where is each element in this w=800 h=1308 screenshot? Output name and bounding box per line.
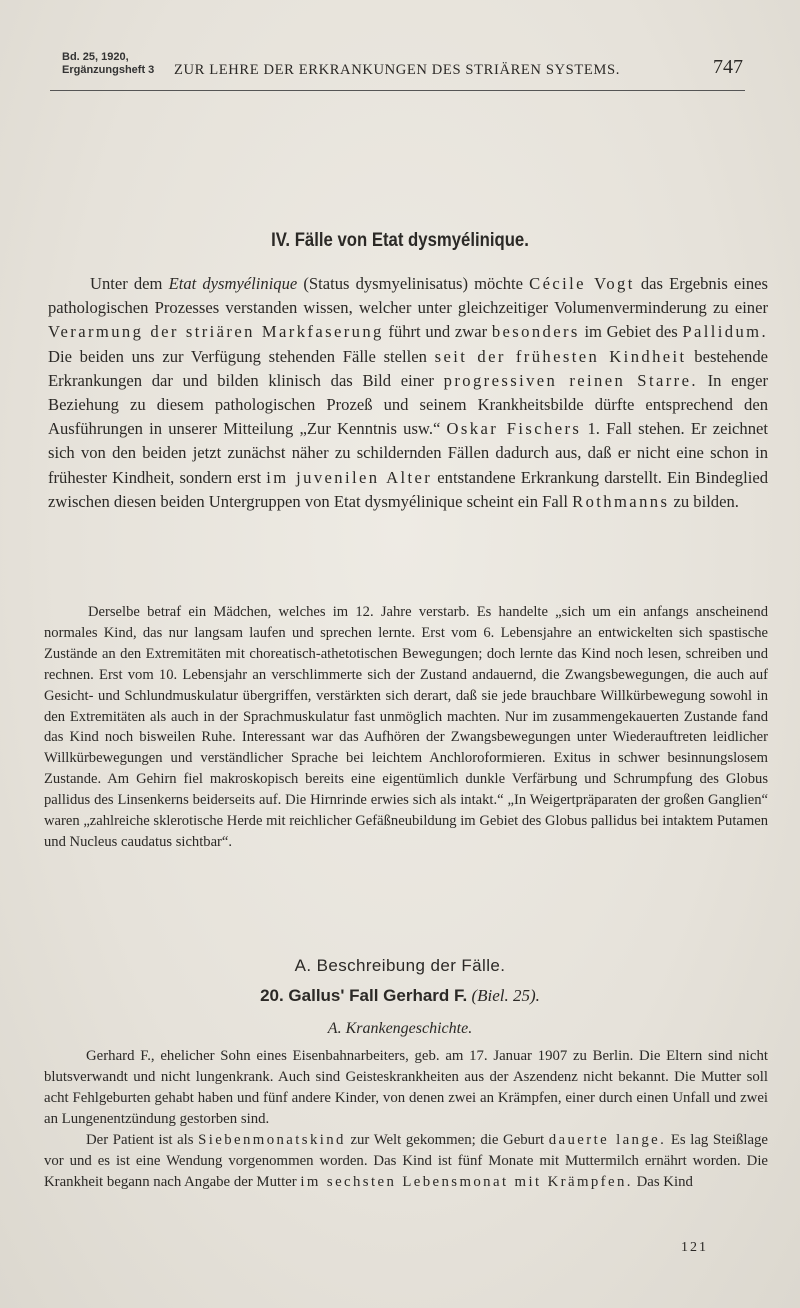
text-run: Unter dem — [90, 274, 169, 293]
text-run: Das Kind — [632, 1174, 693, 1190]
text-run: bestehende Erkrankungen dar und bilden klinisch das Bild einer — [48, 346, 768, 390]
emphasis: dauerte lange. — [548, 1132, 667, 1148]
emphasis: Verarmung der striären Markfaserung — [48, 322, 384, 342]
case-heading — [0, 986, 800, 1006]
text-run: 1. Fall stehen. Er zeichnet sich von den beiden jetzt zunächst näher zu schildernden Fällen dadurch aus, daß er nicht eine schon in frühester Kindheit, sondern erst — [48, 419, 768, 487]
text-run: (Status dysmyelinisatus) möchte — [297, 274, 530, 293]
case-title: 20. Gallus' Fall Gerhard F. — [260, 986, 468, 1005]
supplement-line: Ergänzungsheft 3 — [62, 64, 155, 76]
subheading-description: A. Beschreibung der Fälle. — [294, 956, 506, 975]
case-reference: (Biel. 25). — [471, 986, 540, 1005]
term-italic: Etat dysmyélinique — [168, 274, 298, 293]
text-run: Die beiden uns zur Verfügung stehenden Fälle stellen — [48, 346, 435, 366]
history-paragraph-2 — [44, 1130, 768, 1193]
text-run: zur Welt gekommen; die Geburt — [345, 1132, 549, 1148]
emphasis: Pallidum. — [682, 322, 769, 342]
author-name: Cécile Vogt — [529, 274, 635, 293]
page-number: 747 — [713, 56, 743, 78]
volume-info — [62, 51, 154, 77]
author-name: Rothmanns — [572, 491, 670, 511]
page-header — [50, 46, 745, 91]
text-run: führt und zwar — [383, 322, 492, 342]
section-heading: IV. Fälle von Etat dysmyélinique. — [271, 230, 529, 251]
emphasis: im sechsten Lebensmonat mit Krämpfen. — [300, 1174, 633, 1190]
emphasis: Siebenmonatskind — [198, 1132, 346, 1148]
quote-text: Derselbe betraf ein Mädchen, welches im 12. Jahre verstarb. Es handelte „sich um ein anfangs anscheinend normales Kind, das nur langsam laufen und sprechen lernte. Erst vom 6. Lebensjahre an entwickelten sich spastische Zustände an den Extremitäten mit choreatisch-athetotischen Bewegungen; doch lernte das Kind noch lesen, schreiben und rechnen. Erst vom 10. Lebensjahr an verschlimmerte sich der Zustand andauernd, die Zwangsbewegungen, die auch auf Gesicht- und Schlundmuskulatur übergriffen, verstärkten sich derart, daß sie jede brauchbare Willkürbewegung sowohl in den Extremitäten als auch in der Sprachmuskulatur fast unmöglich machten. Nur im zusammengekauerten Zustande fand das Kind noch bisweilen Ruhe. Interessant war das Aufhören der Zwangsbewegungen unter Wiederauftreten leidlicher Willkürbewegungen und verständlicher Sprache bei leichtem Anchloroformieren. Exitus in schwer besinnungslosem Zustande. Am Gehirn fiel makroskopisch bereits eine eigentümlich dunkle Verfärbung und Schrumpfung des Globus pallidus des Linsenkerns beiderseits auf. Die Hirnrinde erwies sich als intakt.“ „In Weigertpräparaten der großen Ganglien“ waren „zahlreiche sklerotische Herde mit reichlicher Gefäßneubildung im Gebiet des Globus pallidus bei intaktem Putamen und Nucleus caudatus sichtbar“. — [44, 604, 768, 850]
volume-line: Bd. 25, 1920, — [62, 51, 129, 63]
running-title: ZUR LEHRE DER ERKRANKUNGEN DES STRIÄREN SYSTEMS. — [174, 62, 620, 78]
quoted-case-paragraph — [44, 602, 768, 853]
subheading-case-history: A. Krankengeschichte. — [327, 1020, 473, 1037]
intro-paragraph — [48, 272, 768, 514]
text-run: In enger Beziehung zu diesem pathologischen Prozeß und seinem Krankheitsbilde dürfte entsprechend den Ausführungen in unserer Mitteilung „Zur Kenntnis usw.“ — [48, 370, 768, 439]
author-name: Oskar Fischers — [446, 419, 582, 439]
text-run: im Gebiet des — [579, 322, 683, 342]
emphasis: seit der frühesten Kindheit — [434, 346, 687, 366]
case-history — [44, 1046, 768, 1193]
emphasis: progressiven reinen Starre. — [443, 370, 698, 390]
text-run: Der Patient ist als — [86, 1132, 199, 1148]
emphasis: besonders — [491, 322, 580, 342]
printer-signature: 121 — [681, 1240, 708, 1255]
text-run: das Ergebnis eines pathologischen Prozesses verstanden wissen, welcher unter gleichzeitiger Volumenverminderung zu einer — [48, 274, 768, 318]
text-run: zu bilden. — [669, 491, 739, 511]
history-paragraph-1: Gerhard F., ehelicher Sohn eines Eisenbahnarbeiters, geb. am 17. Januar 1907 zu Berlin. Die Eltern sind nicht blutsverwandt und nicht lungenkrank. Auch sind Geisteskrankheiten aus der Aszendenz nicht bekannt. Die Mutter soll acht Fehlgeburten gehabt haben und fünf andere Kinder, von denen zwei an Krämpfen, einer durch einen Unfall und zwei an Lungenentzündung gestorben sind. — [44, 1048, 768, 1127]
text-run: entstandene Erkrankung darstellt. Ein Bindeglied zwischen diesen beiden Untergruppen von Etat dysmyélinique scheint ein Fall — [48, 467, 768, 511]
emphasis: im juvenilen Alter — [266, 467, 433, 487]
intro-text — [48, 272, 768, 514]
text-run: Es lag Steißlage vor und es ist eine Wendung vorgenommen worden. Das Kind ist fünf Monate mit Muttermilch ernährt worden. Die Krankheit begann nach Angabe der Mutter — [44, 1132, 768, 1190]
